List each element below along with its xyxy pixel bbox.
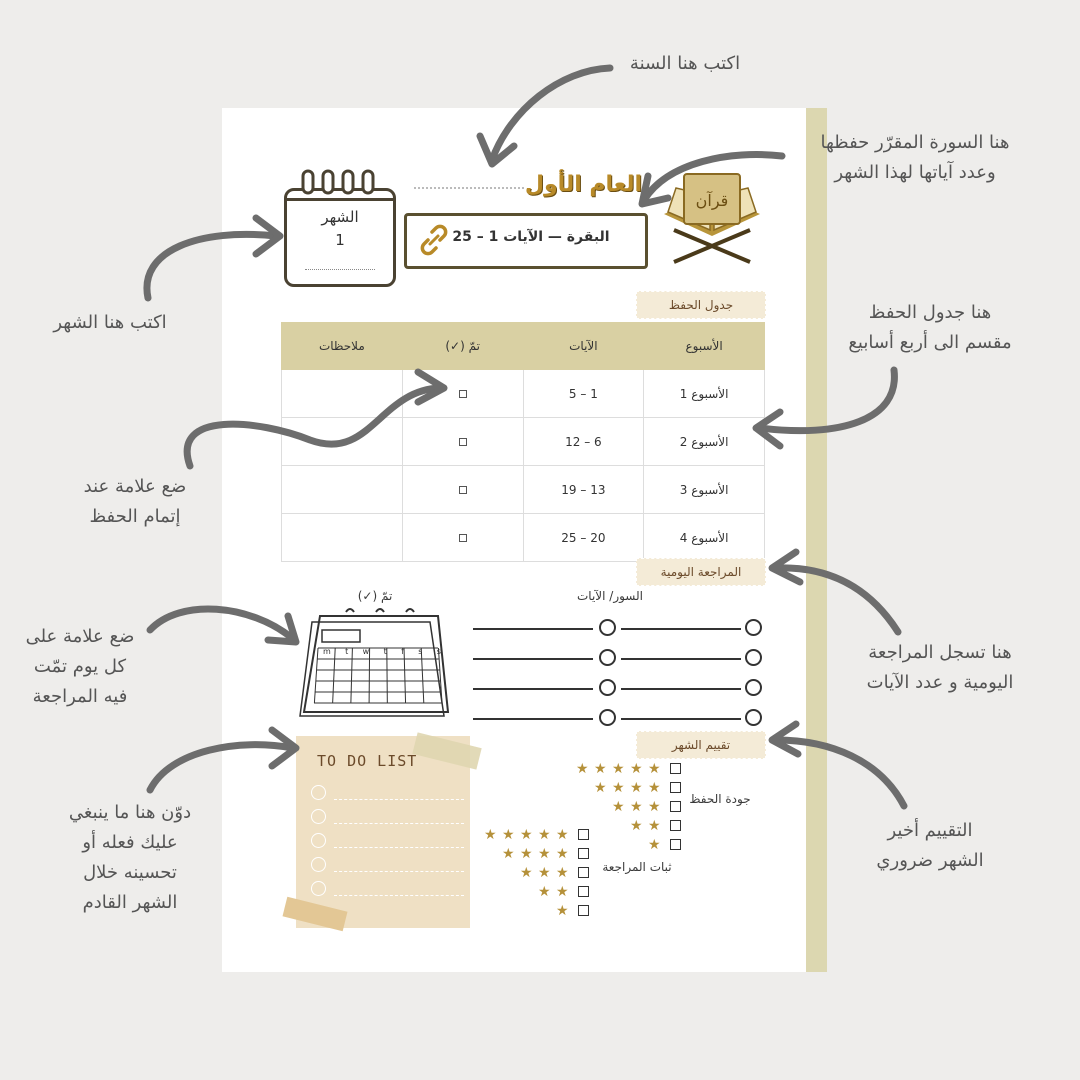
star-icon: ★ xyxy=(594,780,607,796)
star-icon: ★ xyxy=(502,827,515,843)
week-cell: الأسبوع 1 xyxy=(644,370,765,418)
star-icon: ★ xyxy=(538,884,551,900)
verses-cell: 1 – 5 xyxy=(523,370,644,418)
verses-cell: 20 – 25 xyxy=(523,514,644,562)
verses-cell: 13 – 19 xyxy=(523,466,644,514)
star-icon: ★ xyxy=(502,846,515,862)
day-letter: m xyxy=(323,647,331,656)
rating-tag: تقييم الشهر xyxy=(636,731,766,759)
star-icon: ★ xyxy=(648,761,661,777)
header-week: الأسبوع xyxy=(644,323,765,370)
star-icon: ★ xyxy=(556,827,569,843)
star-icon: ★ xyxy=(612,761,625,777)
star-icon: ★ xyxy=(556,846,569,862)
note-month xyxy=(30,308,190,338)
svg-text:قرآن: قرآن xyxy=(695,191,729,210)
star-icon: ★ xyxy=(630,780,643,796)
review-done-label: تمّ (✓) xyxy=(357,589,393,603)
star-icon: ★ xyxy=(612,799,625,815)
star-icon: ★ xyxy=(538,827,551,843)
month-number: 1 xyxy=(335,231,345,249)
memorization-tag: جدول الحفظ xyxy=(636,291,766,319)
note-mark-memo xyxy=(60,472,210,532)
star-icon: ★ xyxy=(630,799,643,815)
star-icon: ★ xyxy=(520,865,533,881)
note-surah xyxy=(790,128,1040,188)
star-icon: ★ xyxy=(484,827,497,843)
arrow-surah xyxy=(644,155,782,200)
arrow-memo xyxy=(187,388,440,466)
star-icon: ★ xyxy=(538,846,551,862)
rating-label-quality: جودة الحفظ xyxy=(689,792,751,806)
note-line: التقييم أخير xyxy=(887,820,973,841)
note-line: ضع علامة على xyxy=(25,626,135,647)
star-icon: ★ xyxy=(556,903,569,919)
star-icon: ★ xyxy=(520,827,533,843)
week-cell: الأسبوع 2 xyxy=(644,418,765,466)
note-todo xyxy=(40,798,220,918)
star-icon: ★ xyxy=(630,818,643,834)
star-icon: ★ xyxy=(576,761,589,777)
star-icon: ★ xyxy=(648,837,661,853)
header-done: تمّ (✓) xyxy=(402,323,523,370)
day-letter: w xyxy=(362,647,370,656)
day-letter: s xyxy=(436,647,441,656)
arrow-review xyxy=(150,609,292,638)
note-line: فيه المراجعة xyxy=(32,686,128,707)
note-daily-review xyxy=(830,638,1050,698)
note-rating xyxy=(840,816,1020,876)
arrow-month xyxy=(147,234,276,298)
todo-title: TO DO LIST xyxy=(317,752,418,770)
star-icon: ★ xyxy=(538,865,551,881)
note-line: هنا السورة المقرّر حفظها xyxy=(820,132,1010,153)
star-icon: ★ xyxy=(648,780,661,796)
note-mark-review xyxy=(0,622,160,712)
star-icon: ★ xyxy=(594,761,607,777)
star-icon: ★ xyxy=(630,761,643,777)
note-line: دوّن هنا ما ينبغي xyxy=(68,802,192,823)
day-letter: t xyxy=(345,647,349,656)
note-line: تحسينه خلال xyxy=(83,862,177,883)
note-line: اكتب هنا السنة xyxy=(629,53,741,74)
star-icon: ★ xyxy=(648,818,661,834)
week-cell: الأسبوع 4 xyxy=(644,514,765,562)
star-icon: ★ xyxy=(648,799,661,815)
review-surah-label: السور/ الآيات xyxy=(576,589,644,603)
note-line: اكتب هنا الشهر xyxy=(53,312,167,333)
note-line: إتمام الحفظ xyxy=(89,506,181,527)
note-line: الشهر القادم xyxy=(82,892,178,913)
daily-review-tag: المراجعة اليومية xyxy=(636,558,766,586)
note-line: اليومية و عدد الآيات xyxy=(866,672,1014,693)
star-icon: ★ xyxy=(556,884,569,900)
note-table xyxy=(820,298,1040,358)
year-title: العام الأول xyxy=(524,172,642,197)
note-line: هنا جدول الحفظ xyxy=(868,302,992,323)
day-letter: s xyxy=(418,647,423,656)
note-line: مقسم الى أربع أسابيع xyxy=(848,332,1012,353)
star-icon: ★ xyxy=(556,865,569,881)
day-letter: t xyxy=(383,647,387,656)
verses-cell: 6 – 12 xyxy=(523,418,644,466)
star-icon: ★ xyxy=(612,780,625,796)
month-label: الشهر xyxy=(321,208,359,226)
note-line: كل يوم تمّت xyxy=(33,656,127,677)
star-icon: ★ xyxy=(520,846,533,862)
rating-label-consistency: ثبات المراجعة xyxy=(602,860,672,874)
arrow-table xyxy=(760,370,894,431)
note-line: وعدد آياتها لهذا الشهر xyxy=(834,162,996,183)
header-notes: ملاحظات xyxy=(282,323,403,370)
surah-text: البقرة — الآيات 1 – 25 xyxy=(452,229,610,245)
note-line: ضع علامة عند xyxy=(83,476,187,497)
header-verses: الآيات xyxy=(523,323,644,370)
week-cell: الأسبوع 3 xyxy=(644,466,765,514)
note-line: عليك فعله أو xyxy=(82,832,178,853)
note-line: الشهر ضروري xyxy=(876,850,984,871)
day-letter: f xyxy=(401,647,404,656)
note-year xyxy=(590,49,780,79)
note-line: هنا تسجل المراجعة xyxy=(868,642,1012,663)
